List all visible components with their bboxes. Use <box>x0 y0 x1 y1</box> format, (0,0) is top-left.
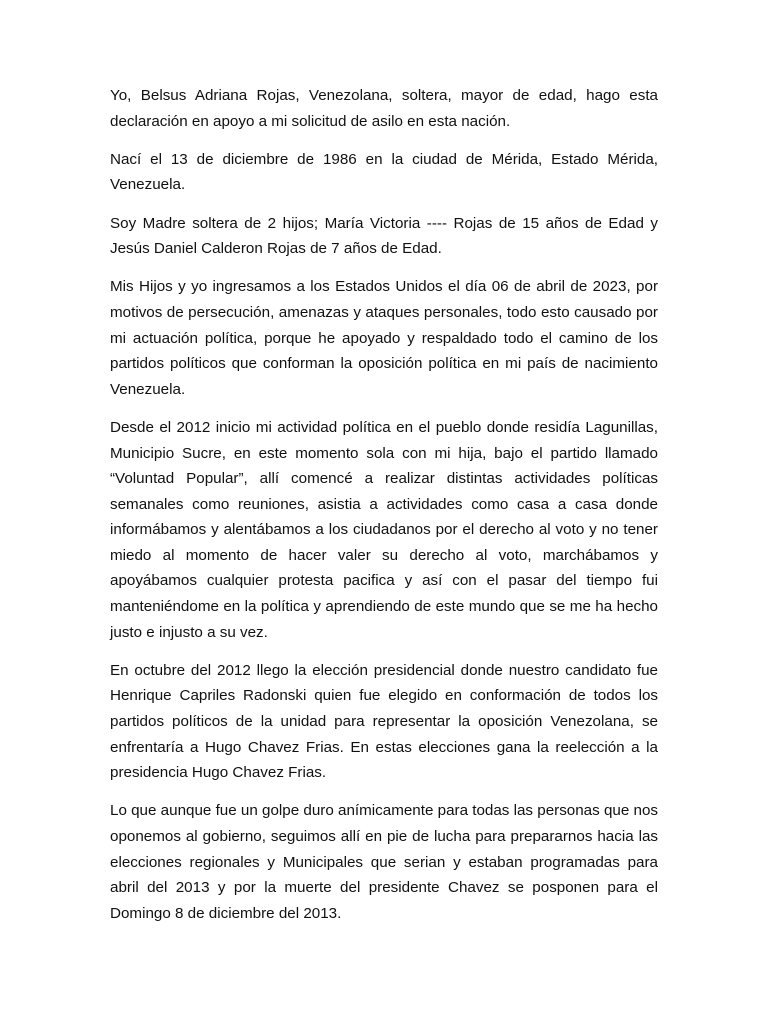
paragraph-children: Soy Madre soltera de 2 hijos; María Victoria ---- Rojas de 15 años de Edad y Jesús Daniel Calderon Rojas de 7 años de Edad. <box>110 214 658 258</box>
document-page <box>110 83 658 939</box>
paragraph-arrival: Mis Hijos y yo ingresamos a los Estados Unidos el día 06 de abril de 2023, por motivos de persecución, amenazas y ataques personales, todo esto causado por mi actuación política, porque he apoyado y respaldado todo el camino de los partidos políticos que conforman la oposición política en mi país de nacimiento Venezuela. <box>110 278 658 398</box>
paragraph-political-activity: Desde el 2012 inicio mi actividad política en el pueblo donde residía Lagunillas, Municipio Sucre, en este momento sola con mi hija, bajo el partido llamado “Voluntad Popular”, allí comencé a realizar distintas actividades políticas semanales como reuniones, asistia a actividades como casa a casa donde informábamos y alentábamos a los ciudadanos por el derecho al voto y no tener miedo al momento de hacer valer su derecho al voto, marchábamos y apoyábamos cualquier protesta pacifica y así con el pasar del tiempo fui manteniéndome en la política y aprendiendo de este mundo que se me ha hecho justo e injusto a su vez. <box>110 418 658 641</box>
paragraph-declaration: Yo, Belsus Adriana Rojas, Venezolana, soltera, mayor de edad, hago esta declaración en apoyo a mi solicitud de asilo en esta nación. <box>110 87 658 130</box>
paragraph-regional-elections: Lo que aunque fue un golpe duro anímicamente para todas las personas que nos oponemos al gobierno, seguimos allí en pie de lucha para prepararnos hacia las elecciones regionales y Municipales que serian y estaban programadas para abril del 2013 y por la muerte del presidente Chavez se posponen para el Domingo 8 de diciembre del 2013. <box>110 802 658 922</box>
paragraph-birth: Nací el 13 de diciembre de 1986 en la ciudad de Mérida, Estado Mérida, Venezuela. <box>110 150 658 194</box>
paragraph-election-2012: En octubre del 2012 llego la elección presidencial donde nuestro candidato fue Henrique Capriles Radonski quien fue elegido en conformación de todos los partidos políticos de la unidad para representar la oposición Venezolana, se enfrentaría a Hugo Chavez Frias. En estas elecciones gana la reelección a la presidencia Hugo Chavez Frias. <box>110 661 658 782</box>
